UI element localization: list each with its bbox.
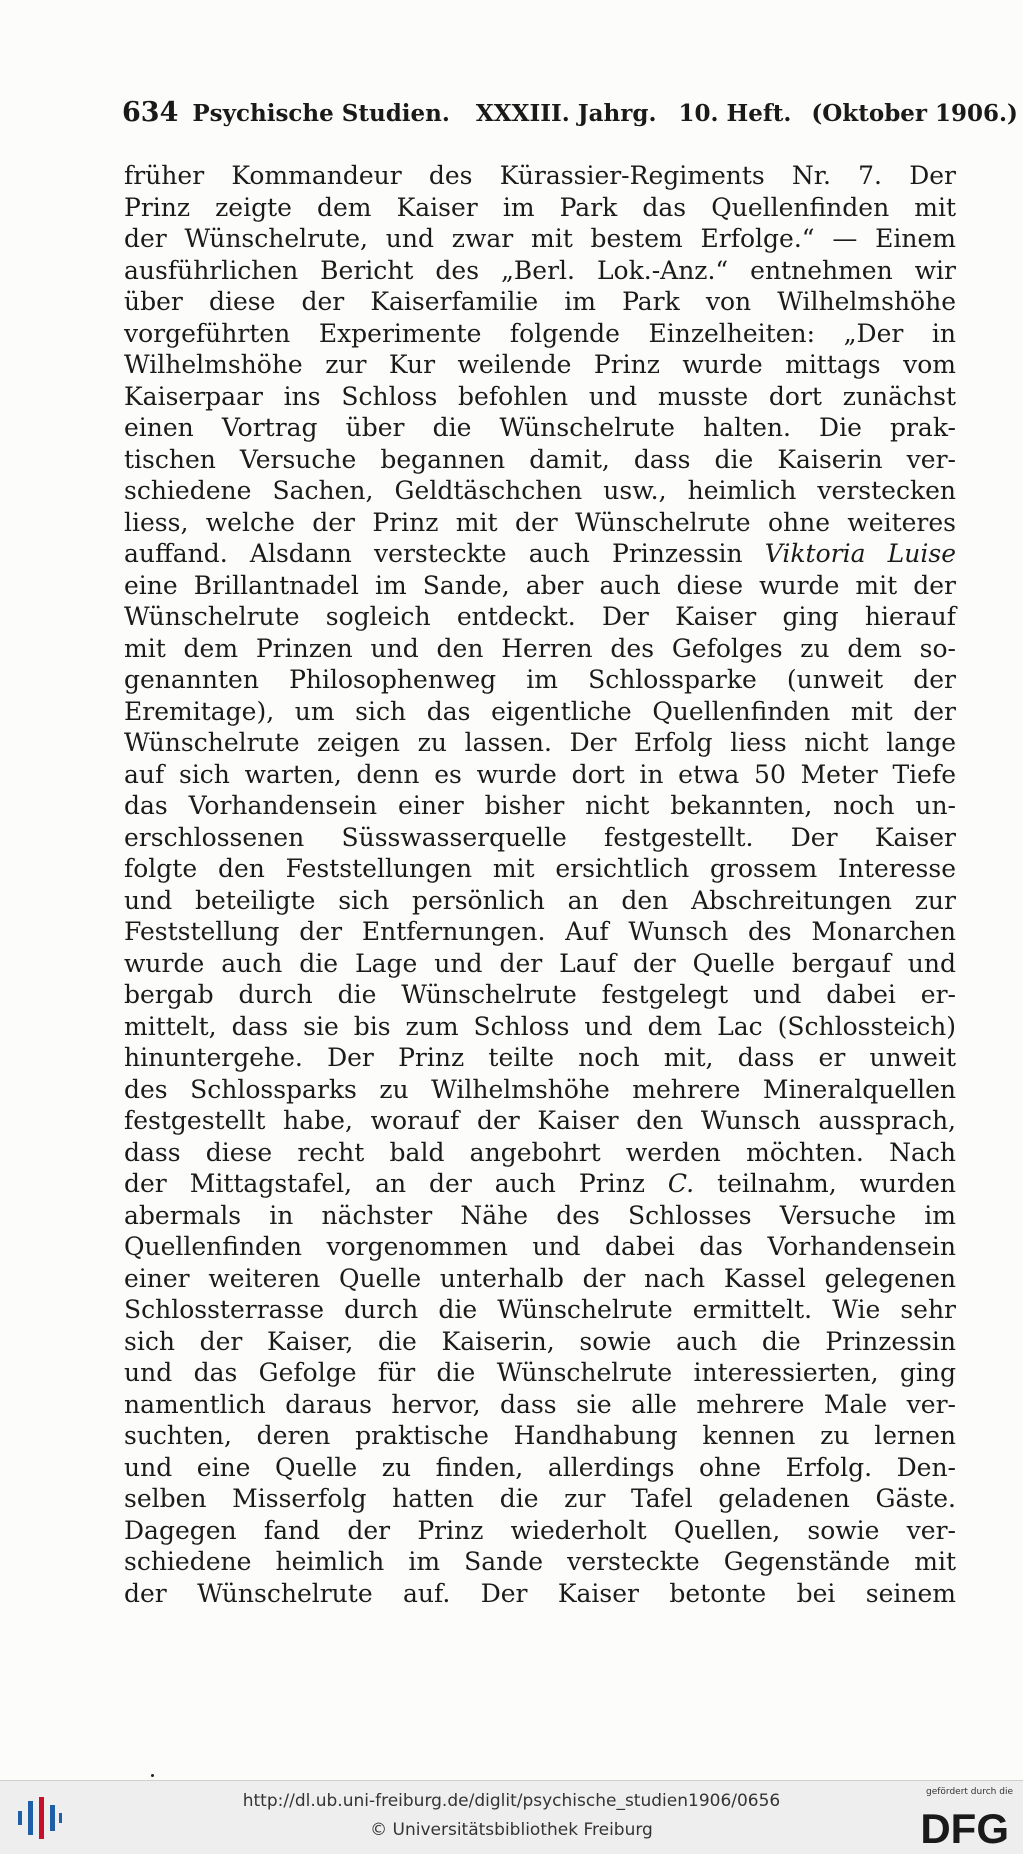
- line-text-continued: teilnahm, wurden: [717, 1169, 956, 1198]
- text-line: ausführlichen Bericht des „Berl. Lok.-Anz.“ entnehmen wir: [124, 255, 956, 285]
- text-line: Eremitage), um sich das eigentliche Quellenfinden mit der: [124, 696, 956, 726]
- text-line: mittelt, dass sie bis zum Schloss und dem Lac (Schlossteich): [124, 1011, 956, 1041]
- page-number: 634: [122, 97, 179, 128]
- text-line: Prinz zeigte dem Kaiser im Park das Quellenfinden mit: [124, 192, 956, 222]
- text-line: Schlossterrasse durch die Wünschelrute ermittelt. Wie sehr: [124, 1295, 956, 1324]
- source-url-link[interactable]: http://dl.ub.uni-freiburg.de/diglit/psychische_studien1906/0656: [242, 1791, 781, 1811]
- text-line: namentlich daraus hervor, dass sie alle mehrere Male ver-: [124, 1389, 956, 1419]
- text-line: vorgeführten Experimente folgende Einzelheiten: „Der in: [124, 318, 956, 348]
- line-text: auffand. Alsdann versteckte auch Prinzessin: [124, 539, 743, 568]
- text-line: wurde auch die Lage und der Lauf der Quelle bergauf und: [124, 948, 956, 978]
- svg-text:DFG: DFG: [920, 1805, 1009, 1851]
- text-line: einer weiteren Quelle unterhalb der nach Kassel gelegenen: [124, 1263, 956, 1293]
- scan-speck: [151, 1774, 154, 1777]
- text-line: genannten Philosophenweg im Schlossparke (unweit der: [124, 665, 956, 694]
- text-line-with-name: [124, 1168, 956, 1200]
- footer-bar: [0, 1780, 1023, 1854]
- body-text: [124, 160, 956, 1609]
- text-line: liess, welche der Prinz mit der Wünschelrute ohne weiteres: [124, 507, 956, 537]
- text-line: einen Vortrag über die Wünschelrute halten. Die prak-: [124, 413, 956, 442]
- text-line: erschlossenen Süsswasserquelle festgestellt. Der Kaiser: [124, 822, 956, 852]
- text-line: das Vorhandensein einer bisher nicht bekannten, noch un-: [124, 791, 956, 820]
- text-line: eine Brillantnadel im Sande, aber auch diese wurde mit der: [124, 570, 956, 600]
- text-line: Dagegen fand der Prinz wiederholt Quellen, sowie ver-: [124, 1515, 956, 1545]
- text-line: folgte den Feststellungen mit ersichtlich grossem Interesse: [124, 854, 956, 883]
- text-line: früher Kommandeur des Kürassier-Regiments Nr. 7. Der: [124, 161, 956, 190]
- dfg-logo-icon: [905, 1785, 1013, 1851]
- dfg-caption: gefördert durch die: [926, 1787, 1013, 1797]
- line-text: der Mittagstafel, an der auch Prinz: [124, 1169, 645, 1198]
- text-line: Wünschelrute zeigen zu lassen. Der Erfolg liess nicht lange: [124, 728, 956, 757]
- text-line: und beteiligte sich persönlich an den Abschreitungen zur: [124, 885, 956, 915]
- text-line: der Wünschelrute auf. Der Kaiser betonte bei seinem: [124, 1578, 956, 1608]
- text-line: Wünschelrute sogleich entdeckt. Der Kaiser ging hierauf: [124, 602, 956, 631]
- text-line: suchten, deren praktische Handhabung kennen zu lernen: [124, 1421, 956, 1450]
- volume-label: XXXIII. Jahrg.: [475, 100, 657, 127]
- running-head: [122, 97, 1018, 128]
- text-line: hinuntergehe. Der Prinz teilte noch mit, dass er unweit: [124, 1043, 956, 1072]
- text-line: schiedene Sachen, Geldtäschchen usw., heimlich verstecken: [124, 476, 956, 505]
- text-line: auf sich warten, denn es wurde dort in etwa 50 Meter Tiefe: [124, 759, 956, 789]
- text-line: schiedene heimlich im Sande versteckte Gegenstände mit: [124, 1547, 956, 1576]
- text-line: mit dem Prinzen und den Herren des Gefolges zu dem so-: [124, 633, 956, 663]
- text-line: des Schlossparks zu Wilhelmshöhe mehrere Mineralquellen: [124, 1074, 956, 1104]
- text-line: selben Misserfolg hatten die zur Tafel geladenen Gäste.: [124, 1484, 956, 1513]
- text-line: dass diese recht bald angebohrt werden möchten. Nach: [124, 1137, 956, 1167]
- text-line: Wilhelmshöhe zur Kur weilende Prinz wurde mittags vom: [124, 350, 956, 379]
- italic-name: C.: [667, 1169, 695, 1198]
- text-line: bergab durch die Wünschelrute festgelegt und dabei er-: [124, 980, 956, 1009]
- text-line: sich der Kaiser, die Kaiserin, sowie auch die Prinzessin: [124, 1326, 956, 1356]
- text-line: Feststellung der Entfernungen. Auf Wunsch des Monarchen: [124, 917, 956, 946]
- text-line: und eine Quelle zu finden, allerdings ohne Erfolg. Den-: [124, 1452, 956, 1482]
- text-line: abermals in nächster Nähe des Schlosses Versuche im: [124, 1200, 956, 1230]
- text-line: und das Gefolge für die Wünschelrute interessierten, ging: [124, 1358, 956, 1387]
- text-line: tischen Versuche begannen damit, dass die Kaiserin ver-: [124, 444, 956, 474]
- text-line: Quellenfinden vorgenommen und dabei das Vorhandensein: [124, 1232, 956, 1261]
- issue-label: 10. Heft.: [678, 100, 792, 127]
- italic-name: Viktoria Luise: [764, 539, 956, 568]
- text-line: über diese der Kaiserfamilie im Park von Wilhelmshöhe: [124, 287, 956, 316]
- copyright-notice: © Universitätsbibliothek Freiburg: [370, 1820, 653, 1840]
- text-line: Kaiserpaar ins Schloss befohlen und musste dort zunächst: [124, 381, 956, 411]
- issue-date: (Oktober 1906.): [811, 100, 1018, 127]
- text-line-with-name: [124, 538, 956, 570]
- text-line: festgestellt habe, worauf der Kaiser den Wunsch aussprach,: [124, 1106, 956, 1135]
- journal-title: Psychische Studien.: [192, 100, 450, 127]
- text-line: der Wünschelrute, und zwar mit bestem Erfolge.“ — Einem: [124, 224, 956, 253]
